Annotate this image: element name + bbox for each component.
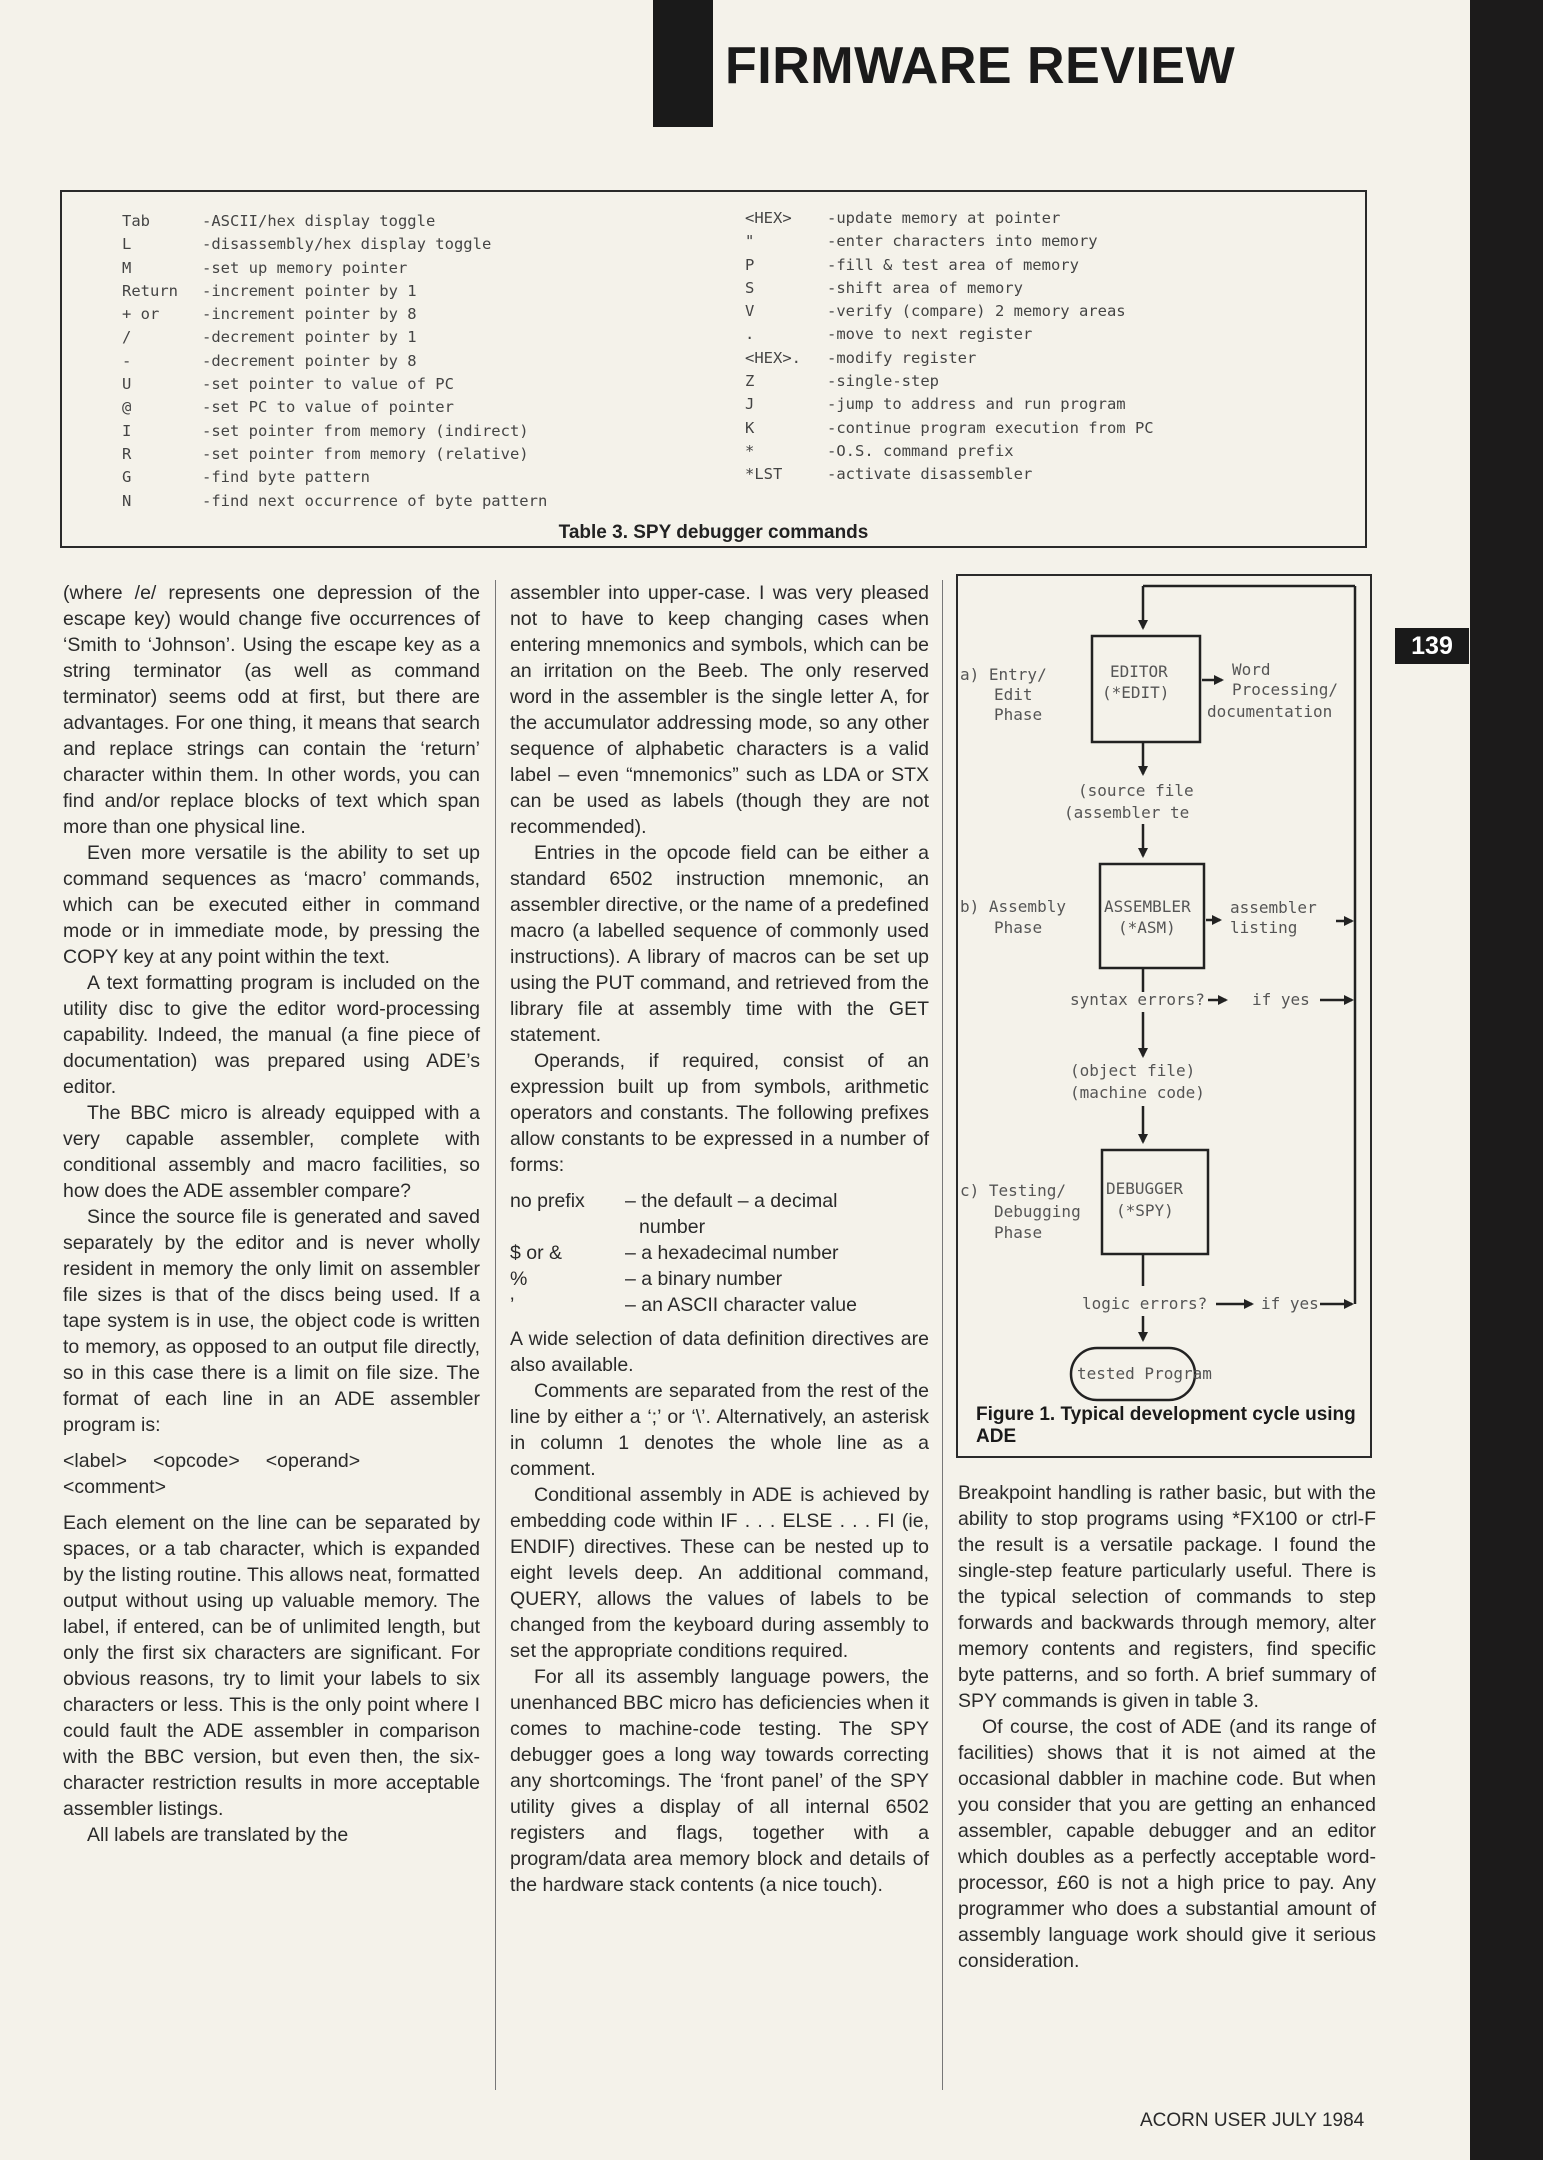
command-desc: -set PC to value of pointer [202,398,454,417]
logic-errors-label: logic errors? [1082,1294,1208,1313]
prefix-value: number [639,1216,706,1238]
command-row [122,490,547,513]
command-desc: -ASCII/hex display toggle [202,212,436,230]
prefix-value: – an ASCII character value [625,1294,857,1316]
command-row [122,210,547,233]
paragraph: Each element on the line can be separated by spaces, or a tab character, which is expanded by the listing routine. This allows neat, formatted output without using up valuable memory. The label, if entered, can be of unlimited length, but only the first six characters are significant. For obvious reasons, try to limit your labels to six characters or less. This is the only point where I could fault the ADE assembler in comparison with the BBC version, but even then, the six-character restriction results in more acceptable assembler listings. [63,1512,480,1820]
command-row [122,396,547,419]
paragraph: For all its assembly language powers, the unenhanced BBC micro has deficiencies when it comes to machine-code testing. The SPY debugger goes a long way towards correcting any shortcomings. The ‘front panel’ of the SPY utility gives a display of all internal 6502 registers and flags, together with a program/data area memory block and details of the hardware stack contents (a nice touch). [510,1666,929,1896]
section-title: FIRMWARE REVIEW [725,37,1236,95]
command-desc: -verify (compare) 2 memory areas [827,302,1126,321]
command-key: Tab [122,212,150,230]
paragraph: Comments are separated from the rest of the line by either a ‘;’ or ‘\’. Alternatively, an asterisk in column 1 denotes the whole line as a comment. [510,1380,929,1480]
command-row [745,370,1154,393]
word-processing-label: Processing/ [1232,680,1338,699]
command-key: Return [122,281,178,300]
if-yes-label: if yes [1252,990,1310,1009]
object-file-label: (machine code) [1070,1083,1205,1102]
prefix-key: $ or & [510,1242,563,1264]
command-key: . [745,325,755,344]
listing-label: listing [1230,918,1298,937]
command-row [745,463,1154,486]
assembler-label: ASSEMBLER [1104,897,1191,916]
paragraph: Operands, if required, consist of an expression built up from symbols, arithmetic operators and constants. The following prefixes allow constants to be expressed in a number of forms: [510,1050,929,1176]
prefix-list [510,1188,929,1318]
page-spine-shadow [1470,0,1543,2160]
command-row [122,280,547,303]
command-row [122,303,547,326]
command-row [122,350,547,373]
phase-c-label: c) Testing/ [960,1181,1066,1200]
command-row [745,254,1154,277]
paragraph: A wide selection of data definition directives are also available. [510,1328,929,1376]
format-comment: <comment> [63,1476,166,1498]
paragraph: A text formatting program is included on the utility disc to give the editor word-processing capability. Indeed, the manual (a fine piece of documentation) was prepared using ADE’s editor. [63,972,480,1098]
command-desc: -set pointer from memory (relative) [202,444,529,463]
table-caption: Table 3. SPY debugger commands [558,522,869,543]
prefix-row [510,1292,929,1318]
assembler-line-format [63,1448,480,1500]
command-key: I [122,421,132,440]
tested-program-label: tested Program [1077,1364,1212,1383]
command-key: " [745,232,755,251]
command-desc: -continue program execution from PC [827,418,1154,437]
command-desc: -fill & test area of memory [827,255,1079,274]
paragraph: All labels are translated by the [87,1824,349,1846]
command-desc: -single-step [827,372,939,391]
word-processing-label: documentation [1207,702,1333,721]
word-processing-label: Word [1232,660,1271,679]
command-desc: -find next occurrence of byte pattern [202,491,548,510]
paragraph: Since the source file is generated and saved separately by the editor and is never wholly resident in memory the only limit on assembler file sizes is that of the discs being used. If a tape system is in use, the object code is written to memory, as opposed to an output file directly, so in this case there is a limit on file size. The format of each line in an ADE assembler program is: [63,1206,480,1436]
phase-c-label: Phase [994,1223,1043,1242]
command-row [745,440,1154,463]
format-label: <label> [63,1450,127,1472]
command-key: G [122,468,132,487]
flowchart [958,576,1370,1456]
column-divider [495,580,496,2090]
command-row [745,393,1154,416]
command-row [122,326,547,349]
editor-label: EDITOR [1110,662,1168,681]
command-row [745,347,1154,370]
phase-a-label: Edit [994,685,1033,704]
command-row [122,233,547,256]
format-opcode: <opcode> [152,1450,240,1472]
command-desc: -increment pointer by 8 [202,305,417,324]
command-key: L [122,235,132,254]
command-desc: -jump to address and run program [827,395,1126,414]
article-column-2 [510,580,929,1898]
command-key: @ [122,398,132,417]
command-desc: -find byte pattern [202,468,370,487]
paragraph: The BBC micro is already equipped with a very capable assembler, complete with conditional assembly and macro facilities, so how does the ADE assembler compare? [63,1102,480,1202]
command-row [745,207,1154,230]
command-row [122,420,547,443]
prefix-value: – the default – a decimal [625,1190,838,1212]
article-column-1 [63,580,480,1848]
object-file-label: (object file) [1070,1061,1196,1080]
command-key: <HEX> [745,209,792,227]
command-key: R [122,444,132,463]
command-desc: -set pointer from memory (indirect) [202,421,529,440]
source-file-label: (source file [1078,781,1194,800]
command-desc: -enter characters into memory [827,232,1098,251]
command-key: - [122,351,132,370]
phase-a-label: Phase [994,705,1043,724]
article-column-3 [958,1480,1376,1974]
command-row [745,230,1154,253]
figure-1-development-cycle [956,574,1372,1458]
command-row [745,323,1154,346]
prefix-value: – a binary number [625,1268,783,1290]
paragraph: Conditional assembly in ADE is achieved by embedding code within IF . . . ELSE . . . FI (ie, ENDIF) directives. These can be nested up to eight levels deep. An additional command, QUERY, allows the values of labels to be changed from the keyboard during assembly to set the appropriate conditions required. [510,1484,929,1662]
command-desc: -disassembly/hex display toggle [202,235,492,254]
prefix-key: % [510,1268,528,1290]
command-key: N [122,491,132,510]
phase-a-label: a) Entry/ [960,665,1047,684]
command-row [122,466,547,489]
command-key: S [745,278,755,297]
assembler-command: (*ASM) [1118,918,1176,937]
phase-b-label: Phase [994,918,1043,937]
command-desc: -decrement pointer by 8 [202,351,417,370]
paragraph: Even more versatile is the ability to set up command sequences as ‘macro’ commands, which can be executed either in command mode or in immediate mode, by pressing the COPY key at any point within the text. [63,842,480,968]
command-desc: -increment pointer by 1 [202,281,417,300]
command-desc: -set up memory pointer [202,258,408,277]
command-key: + or [122,305,160,324]
prefix-value: – a hexadecimal number [625,1242,839,1264]
paragraph: (where /e/ represents one depression of the escape key) would change five occurrences of ‘Smith to ‘Johnson’. Using the escape key as a string terminator (as well as command terminator) seems odd at first, but there are advantages. For one thing, it means that search and replace strings can contain the ‘return’ character within them. In other words, you can find and/or replace blocks of text which span more than one physical line. [63,582,480,838]
page-number: 139 [1395,628,1469,664]
table-3-box [60,190,1367,548]
command-key: / [122,328,132,347]
syntax-errors-label: syntax errors? [1070,990,1205,1009]
command-desc: -move to next register [827,325,1033,344]
paragraph: Of course, the cost of ADE (and its range of facilities) shows that it is not aimed at the occasional dabbler in machine code. But when you consider that you are getting an enhanced assembler, capable debugger and an editor which doubles as a perfectly acceptable word-processor, £60 is not a high price to pay. Any programmer who does a substantial amount of assembly language work should give it serious consideration. [958,1716,1376,1972]
source-file-label: (assembler te [1064,803,1190,822]
command-row [122,373,547,396]
command-desc: -set pointer to value of PC [202,375,454,394]
command-key: U [122,375,132,394]
prefix-row [510,1266,929,1292]
listing-label: assembler [1230,898,1317,917]
phase-b-label: b) Assembly [960,897,1066,916]
command-desc: -decrement pointer by 1 [202,328,417,347]
paragraph: Entries in the opcode field can be either a standard 6502 instruction mnemonic, an assembler directive, or the name of a predefined macro (a labelled sequence of commonly used instructions). A library of macros can be set up using the PUT command, and retrieved from the library file at assembly time with the GET statement. [510,842,929,1046]
paragraph: assembler into upper-case. I was very pleased not to have to keep changing cases when entering mnemonics and symbols, which can be an irritation on the Beeb. The only reserved word in the assembler is the single letter A, for the accumulator addressing mode, so any other sequence of alphabetic characters is a valid label – even “mnemonics” such as LDA or STX can be used as labels (though they are not recommended). [510,582,929,838]
editor-command: (*EDIT) [1102,683,1170,702]
command-key: *LST [745,465,783,484]
command-row [745,277,1154,300]
command-key: Z [745,372,755,391]
command-desc: -shift area of memory [827,278,1023,297]
command-key: P [745,255,755,274]
command-key: M [122,258,132,277]
prefix-key: ’ [510,1294,515,1316]
command-list-left [122,210,547,513]
paragraph: Breakpoint handling is rather basic, but with the ability to stop programs using *FX100 or ctrl-F the result is a versatile package. I found the single-step feature particularly useful. There is the typical selection of commands to step forwards and backwards through memory, alter memory contents and registers, find specific byte patterns, and so forth. A brief summary of SPY commands is given in table 3. [958,1482,1376,1712]
prefix-row [510,1214,929,1240]
page-footer: ACORN USER JULY 1984 [1140,2110,1365,2131]
command-key: K [745,418,755,437]
debugger-command: (*SPY) [1116,1201,1174,1220]
prefix-row [510,1188,929,1214]
format-operand: <operand> [265,1450,361,1472]
prefix-row [510,1240,929,1266]
command-key: * [745,441,755,460]
command-key: J [745,395,755,414]
command-desc: -modify register [827,348,977,367]
assembler-box [1100,864,1204,968]
command-key: <HEX>. [745,348,801,367]
command-row [745,417,1154,440]
debugger-label: DEBUGGER [1106,1179,1184,1198]
command-desc: -O.S. command prefix [827,441,1014,460]
command-key: V [745,302,755,321]
column-divider [942,580,943,2090]
if-yes-label: if yes [1261,1294,1319,1313]
figure-caption: Figure 1. Typical development cycle using ADE [976,1404,1356,1447]
command-list-right [745,207,1154,487]
command-desc: -update memory at pointer [827,209,1061,227]
header-bar [653,0,713,127]
command-row [122,443,547,466]
command-row [122,257,547,280]
command-desc: -activate disassembler [827,465,1033,484]
phase-c-label: Debugging [994,1202,1081,1221]
prefix-key: no prefix [510,1190,585,1212]
command-row [745,300,1154,323]
